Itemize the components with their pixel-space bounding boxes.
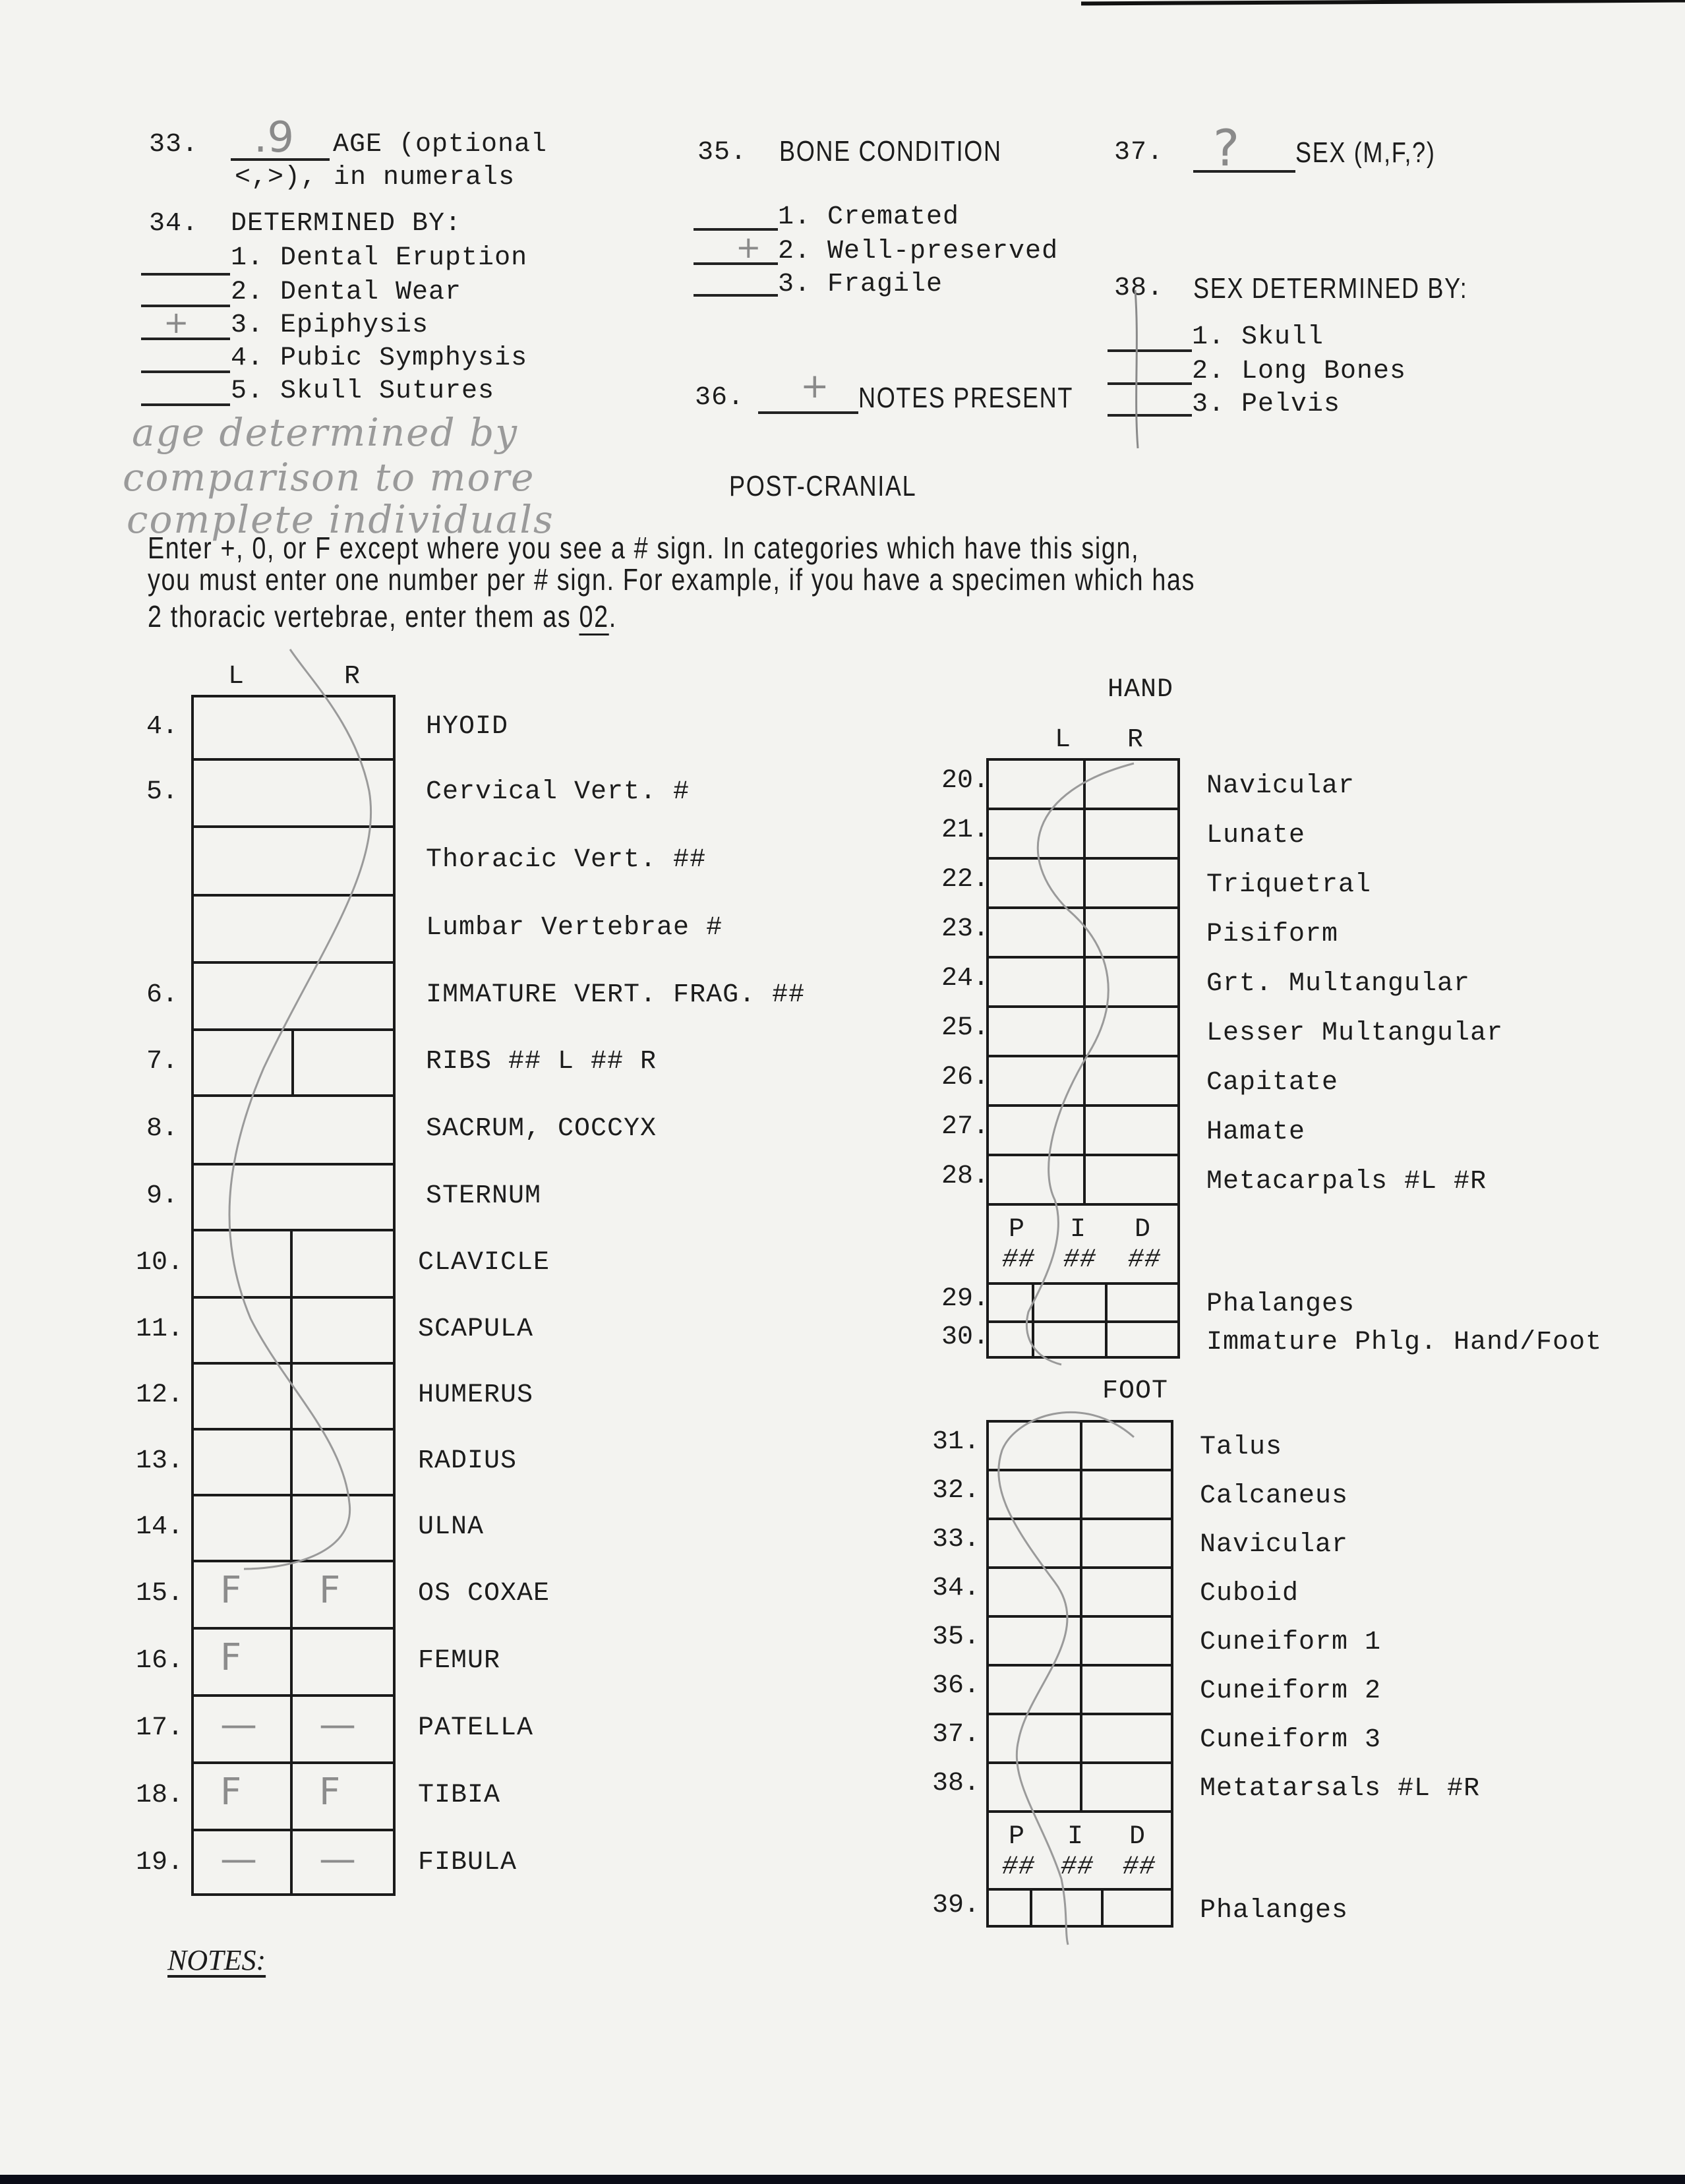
q34-option-label: 2. Dental Wear xyxy=(231,278,462,307)
cell-left[interactable] xyxy=(989,1667,1080,1713)
axial-cell[interactable] xyxy=(194,697,393,758)
foot-table-title: FOOT xyxy=(1102,1376,1169,1406)
cell-right[interactable] xyxy=(1082,1520,1171,1566)
row-label: Lesser Multangular xyxy=(1206,1018,1504,1048)
axial-cell-mark: F xyxy=(220,1771,242,1814)
row-label: Pisiform xyxy=(1206,919,1339,949)
axial-cell-left[interactable] xyxy=(194,1031,291,1094)
phalanx-col-sign: ## xyxy=(1002,1245,1036,1275)
q33-age-answer: .9 xyxy=(254,113,295,162)
axial-cell-mark: F xyxy=(319,1771,341,1814)
q38-option-label: 3. Pelvis xyxy=(1192,390,1341,419)
row-label: Phalanges xyxy=(1200,1896,1349,1926)
axial-cell-right[interactable] xyxy=(293,1562,393,1627)
row-number: 23. xyxy=(941,914,990,944)
row-number: 29. xyxy=(941,1284,990,1314)
phalanx-cell[interactable] xyxy=(1108,1323,1177,1359)
axial-row-label: RIBS ## L ## R xyxy=(426,1047,657,1077)
phalanx-cell[interactable] xyxy=(1034,1285,1105,1320)
phalanx-cell[interactable] xyxy=(989,1891,1030,1928)
q36-blank[interactable] xyxy=(758,411,858,414)
instructions-line: Enter +, 0, or F except where you see a # sign. In categories which have this sign, xyxy=(148,531,1140,565)
cell-right[interactable] xyxy=(1082,1764,1171,1810)
q34-option-blank[interactable] xyxy=(141,273,230,276)
row-number: 34. xyxy=(932,1574,980,1603)
cell-left[interactable] xyxy=(989,1156,1083,1203)
hand-table-frame xyxy=(986,758,1180,1359)
phalanx-divider xyxy=(989,1203,1177,1206)
cell-left[interactable] xyxy=(989,959,1083,1005)
q35-heading: BONE CONDITION xyxy=(779,135,1002,167)
axial-cell[interactable] xyxy=(194,761,393,825)
q37-label: SEX (M,F,?) xyxy=(1295,136,1436,169)
axial-row-label: Thoracic Vert. ## xyxy=(426,845,707,875)
phalanx-col-header: D xyxy=(1135,1215,1152,1245)
axial-row-number: 13. xyxy=(136,1446,184,1476)
q33-number: 33. xyxy=(149,130,199,160)
phalanx-col-sign: ## xyxy=(1061,1852,1094,1882)
axial-cell-right[interactable] xyxy=(293,1299,393,1362)
q36-label: NOTES PRESENT xyxy=(858,382,1074,414)
phalanx-cell[interactable] xyxy=(1032,1891,1101,1928)
phalanx-cell[interactable] xyxy=(989,1285,1032,1320)
axial-cell-left[interactable] xyxy=(194,1365,290,1428)
axial-cell[interactable] xyxy=(194,1097,393,1163)
row-label: Cuneiform 1 xyxy=(1200,1628,1382,1657)
row-label: Lunate xyxy=(1206,820,1306,850)
axial-cell-left[interactable] xyxy=(194,1764,290,1829)
axial-row-label: SCAPULA xyxy=(418,1314,534,1344)
cell-right[interactable] xyxy=(1086,810,1177,857)
row-label: Grt. Multangular xyxy=(1206,968,1471,999)
row-number: 31. xyxy=(932,1427,980,1457)
axial-row-number: 15. xyxy=(136,1579,184,1608)
axial-grid-frame xyxy=(191,695,396,1896)
q34-option-blank[interactable] xyxy=(141,370,230,373)
post-cranial-title: POST-CRANIAL xyxy=(729,470,917,502)
q33-label-line2: <,>), in numerals xyxy=(235,163,516,192)
q34-option-blank[interactable] xyxy=(141,338,230,340)
axial-row-label: HYOID xyxy=(426,712,509,742)
axial-row-number: 9. xyxy=(146,1181,179,1211)
row-number: 36. xyxy=(932,1671,980,1701)
axial-cell[interactable] xyxy=(194,1166,393,1229)
axial-row-label: OS COXAE xyxy=(418,1579,550,1608)
row-label: Immature Phlg. Hand/Foot xyxy=(1206,1328,1603,1357)
axial-row-label: TIBIA xyxy=(418,1781,501,1810)
q34-option-label: 3. Epiphysis xyxy=(231,310,429,340)
phalanx-col-sign: ## xyxy=(1063,1245,1097,1275)
axial-row-number: 5. xyxy=(146,777,179,807)
row-label: Navicular xyxy=(1200,1530,1349,1560)
axial-row-number: 4. xyxy=(146,712,179,742)
axial-row-label: FIBULA xyxy=(418,1848,517,1877)
q35-number: 35. xyxy=(697,138,748,167)
phalanx-col-sign: ## xyxy=(1002,1852,1036,1882)
cell-right[interactable] xyxy=(1082,1715,1171,1761)
phalanx-col-header: P xyxy=(1009,1215,1026,1245)
axial-cell[interactable] xyxy=(194,897,393,961)
row-number: 20. xyxy=(941,765,990,796)
row-label: Phalanges xyxy=(1206,1289,1355,1319)
example-value: 02 xyxy=(579,599,609,634)
axial-row-number: 18. xyxy=(136,1781,184,1810)
q34-option-blank[interactable] xyxy=(141,403,230,406)
axial-cell-mark: — xyxy=(220,1703,257,1746)
axial-row-label: IMMATURE VERT. FRAG. ## xyxy=(426,980,806,1010)
cell-left[interactable] xyxy=(989,1008,1083,1055)
q36-number: 36. xyxy=(695,383,745,413)
axial-cell-left[interactable] xyxy=(194,1496,290,1560)
axial-cell-mark: — xyxy=(319,1838,356,1881)
axial-cell-right[interactable] xyxy=(293,1764,393,1829)
cell-right[interactable] xyxy=(1082,1423,1171,1469)
cell-right[interactable] xyxy=(1086,860,1177,906)
axial-row-label: RADIUS xyxy=(418,1446,517,1476)
phalanx-col-sign: ## xyxy=(1128,1245,1162,1275)
row-number: 39. xyxy=(932,1891,980,1920)
row-label: Talus xyxy=(1200,1432,1283,1462)
axial-cell-right[interactable] xyxy=(293,1831,393,1896)
phalanx-cell[interactable] xyxy=(1034,1323,1105,1359)
row-label: Cuboid xyxy=(1200,1579,1299,1608)
axial-row-number: 19. xyxy=(136,1848,184,1877)
phalanx-col-header: I xyxy=(1070,1215,1087,1245)
axial-col-right-header: R xyxy=(344,662,361,692)
phalanx-col-header: P xyxy=(1009,1822,1026,1852)
row-number: 22. xyxy=(941,864,990,895)
axial-cell-left[interactable] xyxy=(194,1299,290,1362)
q38-option-blank[interactable] xyxy=(1108,382,1192,385)
scan-edge-top xyxy=(1081,0,1685,5)
q38-option-label: 2. Long Bones xyxy=(1192,357,1407,386)
row-label: Calcaneus xyxy=(1200,1481,1349,1511)
cell-left[interactable] xyxy=(989,1471,1080,1518)
cell-right[interactable] xyxy=(1082,1667,1171,1713)
axial-cell-right[interactable] xyxy=(293,1697,393,1761)
q34-heading: DETERMINED BY: xyxy=(231,209,462,239)
q37-sex-answer: ? xyxy=(1213,119,1240,177)
phalanx-cell[interactable] xyxy=(1108,1285,1177,1320)
axial-row-number: 7. xyxy=(146,1047,179,1077)
q34-number: 34. xyxy=(149,209,199,239)
foot-table-frame xyxy=(986,1420,1173,1928)
q38-option-blank[interactable] xyxy=(1108,349,1192,352)
scan-edge-bottom xyxy=(0,2175,1685,2184)
row-label: Cuneiform 3 xyxy=(1200,1725,1382,1755)
row-label: Metacarpals #L #R xyxy=(1206,1166,1487,1196)
q35-option-label: 3. Fragile xyxy=(778,270,943,299)
axial-row-label: HUMERUS xyxy=(418,1380,534,1410)
axial-cell-right[interactable] xyxy=(293,1365,393,1428)
cell-right[interactable] xyxy=(1086,761,1177,808)
row-number: 27. xyxy=(941,1111,990,1142)
handwritten-note-line: complete individuals xyxy=(127,497,554,542)
row-number: 28. xyxy=(941,1161,990,1191)
cell-right[interactable] xyxy=(1086,1008,1177,1055)
axial-row-number: 11. xyxy=(136,1314,184,1344)
axial-cell[interactable] xyxy=(194,964,393,1028)
cell-left[interactable] xyxy=(989,1715,1080,1761)
row-label: Navicular xyxy=(1206,771,1355,801)
axial-row-label: Cervical Vert. # xyxy=(426,777,690,807)
cell-left[interactable] xyxy=(989,810,1083,857)
instructions-text: 2 thoracic vertebrae, enter them as xyxy=(148,599,579,634)
q36-answer: + xyxy=(800,367,829,406)
phalanx-col-sign: ## xyxy=(1123,1852,1156,1882)
q35-option-blank[interactable] xyxy=(694,262,778,265)
phalanx-cell[interactable] xyxy=(1104,1891,1171,1928)
cell-left[interactable] xyxy=(989,1423,1080,1469)
axial-row-number: 17. xyxy=(136,1713,184,1743)
cell-left[interactable] xyxy=(989,761,1083,808)
hand-col-left-header: L xyxy=(1055,725,1072,755)
row-number: 37. xyxy=(932,1720,980,1750)
axial-row-label: ULNA xyxy=(418,1512,485,1542)
axial-cell-mark: F xyxy=(220,1636,242,1679)
q37-sex-blank[interactable] xyxy=(1193,170,1295,173)
row-number: 25. xyxy=(941,1013,990,1043)
q34-option-label: 5. Skull Sutures xyxy=(231,376,495,406)
axial-row-number: 14. xyxy=(136,1512,184,1542)
axial-row-number: 6. xyxy=(146,980,179,1010)
axial-row-label: CLAVICLE xyxy=(418,1248,550,1278)
cell-left[interactable] xyxy=(989,1618,1080,1664)
row-number: 32. xyxy=(932,1476,980,1506)
axial-cell-mark: — xyxy=(220,1838,257,1881)
cell-right[interactable] xyxy=(1086,909,1177,956)
hand-table-title: HAND xyxy=(1108,675,1174,705)
cell-left[interactable] xyxy=(989,1107,1083,1154)
cell-left[interactable] xyxy=(989,909,1083,956)
cell-right[interactable] xyxy=(1082,1471,1171,1518)
axial-row-number: 12. xyxy=(136,1380,184,1410)
cell-left[interactable] xyxy=(989,1569,1080,1615)
axial-cell[interactable] xyxy=(194,828,393,894)
axial-cell-right[interactable] xyxy=(294,1031,393,1094)
axial-row-label: PATELLA xyxy=(418,1713,534,1743)
axial-cell-right[interactable] xyxy=(293,1231,393,1296)
axial-row-number: 8. xyxy=(146,1114,179,1144)
q38-option-label: 1. Skull xyxy=(1192,322,1324,352)
notes-heading: NOTES: xyxy=(167,1944,266,1976)
axial-cell-mark: F xyxy=(220,1569,242,1612)
axial-cell-left[interactable] xyxy=(194,1697,290,1761)
axial-cell-left[interactable] xyxy=(194,1231,290,1296)
q33-label-line1: AGE (optional xyxy=(333,130,548,160)
cell-right[interactable] xyxy=(1082,1618,1171,1664)
axial-cell-right[interactable] xyxy=(293,1431,393,1494)
row-number: 38. xyxy=(932,1769,980,1798)
cell-left[interactable] xyxy=(989,860,1083,906)
row-label: Hamate xyxy=(1206,1117,1306,1147)
row-label: Capitate xyxy=(1206,1067,1339,1098)
q38-heading: SEX DETERMINED BY: xyxy=(1193,272,1468,305)
phalanx-cell[interactable] xyxy=(989,1323,1032,1359)
instructions-line-3 xyxy=(148,601,617,632)
axial-cell-right[interactable] xyxy=(293,1630,393,1694)
phalanx-col-header: D xyxy=(1129,1822,1146,1852)
axial-cell-mark: — xyxy=(319,1703,356,1746)
row-number: 24. xyxy=(941,963,990,993)
q35-option-mark: + xyxy=(736,229,761,265)
axial-cell-left[interactable] xyxy=(194,1630,290,1694)
q38-number: 38. xyxy=(1114,274,1164,303)
axial-cell-left[interactable] xyxy=(194,1831,290,1896)
hand-col-right-header: R xyxy=(1127,725,1144,755)
q35-option-label: 2. Well-preserved xyxy=(778,237,1059,266)
cell-right[interactable] xyxy=(1082,1569,1171,1615)
q34-option-mark: + xyxy=(163,305,189,340)
cell-right[interactable] xyxy=(1086,1057,1177,1104)
axial-row-label: SACRUM, COCCYX xyxy=(426,1114,657,1144)
row-number: 21. xyxy=(941,815,990,845)
axial-row-label: STERNUM xyxy=(426,1181,542,1211)
row-label: Metatarsals #L #R xyxy=(1200,1774,1481,1804)
cell-right[interactable] xyxy=(1086,1107,1177,1154)
axial-row-label: Lumbar Vertebrae # xyxy=(426,913,723,943)
instructions-line: you must enter one number per # sign. For example, if you have a specimen which has xyxy=(148,562,1196,597)
q34-option-label: 4. Pubic Symphysis xyxy=(231,343,528,373)
axial-row-label: FEMUR xyxy=(418,1646,501,1676)
row-number: 33. xyxy=(932,1525,980,1554)
axial-cell-left[interactable] xyxy=(194,1431,290,1494)
q37-number: 37. xyxy=(1114,138,1164,167)
cell-right[interactable] xyxy=(1086,959,1177,1005)
axial-row-number: 16. xyxy=(136,1646,184,1676)
q35-option-blank[interactable] xyxy=(694,294,778,297)
row-number: 26. xyxy=(941,1062,990,1092)
cell-left[interactable] xyxy=(989,1057,1083,1104)
axial-row-number: 10. xyxy=(136,1248,184,1278)
row-number: 35. xyxy=(932,1622,980,1652)
instructions-end: . xyxy=(608,599,617,634)
axial-cell-right[interactable] xyxy=(293,1496,393,1560)
row-label: Cuneiform 2 xyxy=(1200,1676,1382,1706)
cell-left[interactable] xyxy=(989,1764,1080,1810)
row-number: 30. xyxy=(941,1322,990,1352)
axial-cell-mark: F xyxy=(319,1569,341,1612)
handwritten-note-line: age determined by xyxy=(132,410,518,455)
row-label: Triquetral xyxy=(1206,870,1372,900)
handwritten-note-line: comparison to more xyxy=(123,455,535,500)
phalanx-col-header: I xyxy=(1067,1822,1084,1852)
q35-option-label: 1. Cremated xyxy=(778,202,960,232)
axial-cell-left[interactable] xyxy=(194,1562,290,1627)
q34-option-label: 1. Dental Eruption xyxy=(231,243,528,273)
cell-left[interactable] xyxy=(989,1520,1080,1566)
phalanx-divider xyxy=(989,1810,1171,1813)
axial-col-left-header: L xyxy=(228,662,245,692)
q38-option-blank[interactable] xyxy=(1108,414,1192,417)
cell-right[interactable] xyxy=(1086,1156,1177,1203)
